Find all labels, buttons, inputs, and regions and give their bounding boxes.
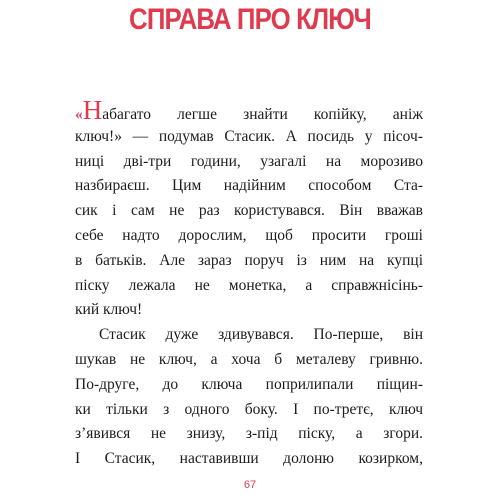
body-text bbox=[75, 95, 423, 472]
chapter-title: СПРАВА ПРО КЛЮЧ bbox=[129, 3, 371, 36]
text-line bbox=[75, 95, 423, 125]
page-number: 67 bbox=[243, 479, 257, 491]
text-line: ключ!» — подумав Стасик. А посидь у пісоч- bbox=[75, 127, 423, 145]
text-line: з’явився не знизу, з-під піску, а згори. bbox=[75, 425, 423, 443]
text-line: ниці дві-три години, узагалі на морозиво bbox=[75, 152, 423, 170]
text-line: назбираєш. Цим надійним способом Ста- bbox=[75, 177, 423, 195]
opening-quote-mark: « bbox=[75, 106, 83, 123]
text-line: По-друге, до ключа поприлипали піщин- bbox=[75, 375, 423, 393]
text-line: себе надто дорослим, щоб просити гроші bbox=[75, 226, 423, 244]
text-line: в батьків. Але зараз поруч із ним на купці bbox=[75, 251, 423, 269]
text-line: ки тільки з одного боку. І по-третє, ключ bbox=[75, 400, 423, 418]
text-line: піску лежала не монетка, а справжнісінь- bbox=[75, 276, 423, 294]
line-text: абагато легше знайти копійку, аніж bbox=[102, 106, 423, 123]
text-line: шукав не ключ, а хоча б металеву гривню. bbox=[75, 350, 423, 368]
text-line: Стасик дуже здивувався. По-перше, він bbox=[99, 326, 423, 344]
text-line: сик і сам не раз користувався. Він вважав bbox=[75, 202, 423, 220]
text-line: І Стасик, наставивши долоню козирком, bbox=[75, 450, 423, 468]
text-line: кий ключ! bbox=[75, 301, 143, 319]
drop-cap: Н bbox=[82, 95, 103, 125]
